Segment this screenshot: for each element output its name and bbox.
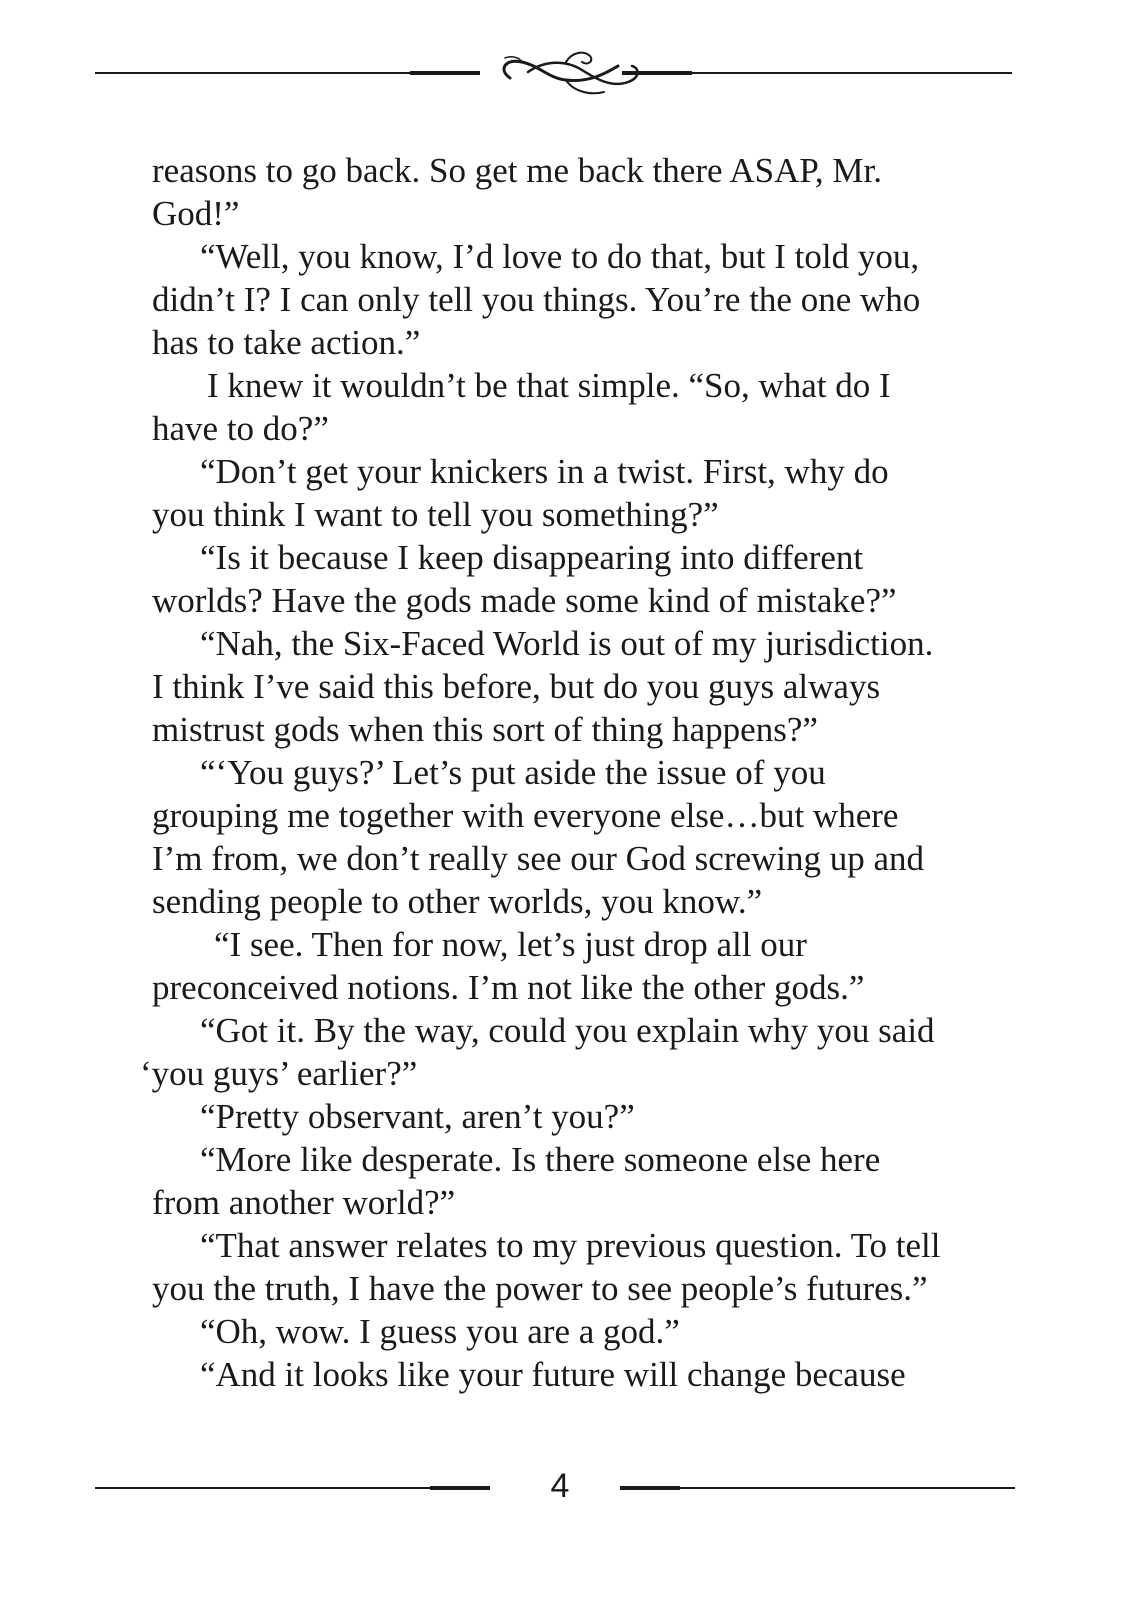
text-line: didn’t I? I can only tell you things. You’re the one who [152, 280, 921, 319]
text-line: “Is it because I keep disappearing into different [200, 538, 864, 577]
text-line: has to take action.” [152, 323, 421, 362]
text-line: I think I’ve said this before, but do you guys always [152, 667, 881, 706]
text-line: you the truth, I have the power to see people’s futures.” [152, 1269, 928, 1308]
page-footer [0, 1460, 1122, 1520]
text-line: “Well, you know, I’d love to do that, but I told you, [200, 237, 920, 276]
text-line: from another world?” [152, 1183, 456, 1222]
text-line: you think I want to tell you something?” [152, 495, 719, 534]
text-line: worlds? Have the gods made some kind of mistake?” [152, 581, 897, 620]
text-line: have to do?” [152, 409, 329, 448]
text-line: “More like desperate. Is there someone else here [200, 1140, 881, 1179]
header-rule-left [95, 71, 480, 75]
text-line: reasons to go back. So get me back there ASAP, Mr. [152, 151, 883, 190]
flourish-icon [504, 53, 638, 94]
text-line: “Don’t get your knickers in a twist. First, why do [200, 452, 889, 491]
body-text [140, 149, 982, 1396]
text-line: God!” [152, 194, 240, 233]
header-rule-right [622, 71, 1012, 75]
text-line: preconceived notions. I’m not like the other gods.” [152, 968, 865, 1007]
text-line: “And it looks like your future will change because [200, 1355, 906, 1394]
text-line: “I see. Then for now, let’s just drop all our [214, 925, 807, 964]
text-line: sending people to other worlds, you know.” [152, 882, 763, 921]
text-line: ‘you guys’ earlier?” [140, 1054, 418, 1093]
footer-rule-left-accent [430, 1486, 490, 1490]
text-line: “That answer relates to my previous question. To tell [200, 1226, 941, 1265]
text-line: grouping me together with everyone else…but where [152, 796, 899, 835]
text-line: I’m from, we don’t really see our God screwing up and [152, 839, 925, 878]
text-line: “Oh, wow. I guess you are a god.” [200, 1312, 680, 1351]
text-line: mistrust gods when this sort of thing happens?” [152, 710, 818, 749]
text-line: “‘You guys?’ Let’s put aside the issue of you [200, 753, 826, 792]
text-line: “Pretty observant, aren’t you?” [200, 1097, 635, 1136]
footer-rule-right-accent [620, 1486, 680, 1490]
page-number: 4 [550, 1467, 570, 1505]
text-line: “Got it. By the way, could you explain why you said [200, 1011, 935, 1050]
header-ornament [0, 0, 1122, 120]
text-line: I knew it wouldn’t be that simple. “So, what do I [207, 366, 891, 405]
text-line: “Nah, the Six-Faced World is out of my jurisdiction. [200, 624, 934, 663]
